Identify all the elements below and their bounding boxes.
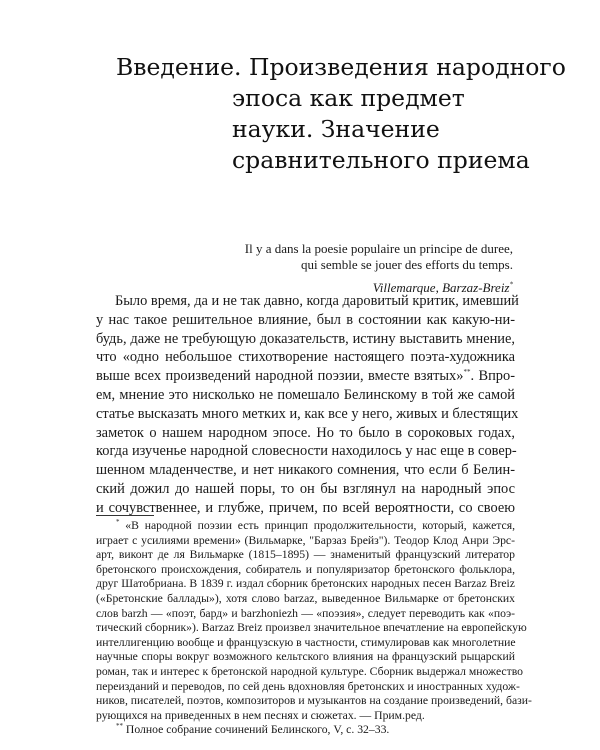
- body-footnote-mark: **: [463, 368, 471, 377]
- paragraph-line: ем, мнение это нисколько не помешало Белинскому в той же самой: [96, 386, 515, 403]
- footnote-line: играет с усилиями времени» (Вильмарке, "Барзаз Брейз"). Теодор Клод Анри Эрс-: [96, 533, 515, 547]
- footnote-line: бретонского происхождения, собиратель и популяризатор бретонского фольклора,: [96, 562, 515, 576]
- footnote-2: [96, 723, 515, 738]
- paragraph-line: статье высказать много метких и, как все у него, живых и блестящих: [96, 405, 519, 422]
- footnote-line: ников, писателей, поэтов, композиторов и музыкантов на создание произведений, бази-: [96, 694, 532, 708]
- epigraph-footnote-mark: *: [509, 280, 513, 289]
- paragraph-line: что «одно небольшое стихотворение настоящего поэта-художника: [96, 349, 515, 366]
- footnote-line: интеллигенцию вообще и французскую в частности, стимулировав как многолетние: [96, 635, 516, 649]
- footnote-line: научные споры вокруг возможного кельтского влияния на французский рыцарский: [96, 650, 515, 664]
- footnote-line: роман, так и интерес к бретонской народной культуре. Сборник выдержал множество: [96, 664, 524, 678]
- title-line-1: Введение. Произведения народного: [116, 53, 566, 81]
- title-line-2: эпоса как предмет: [232, 84, 465, 112]
- paragraph-line: и сочувственнее, и глубже, причем, по всей вероятности, со своею: [96, 499, 515, 516]
- epigraph-source-text: Villemarque, Barzaz-Breiz: [372, 280, 510, 295]
- title-line-4: сравнительного приема: [232, 146, 530, 174]
- paragraph-line: шенном младенчестве, и нет никакого сомнения, что если б Белин-: [96, 462, 515, 479]
- footnote-2-mark: **: [116, 722, 123, 731]
- paragraph-line: когда изученье народной словесности находилось у нас еще в совер-: [96, 443, 517, 460]
- paragraph-line-text: выше всех произведений народной поэзии, вместе взятых»: [96, 368, 464, 385]
- footnote-line: слов barzh — «поэт, бард» и barzhoniezh — «поэзия», следует переводить как «поэ-: [96, 606, 515, 620]
- footnote-line: переизданий и переводов, по сей день вдохновляя бретонских и иностранных худож-: [96, 679, 520, 693]
- footnote-1: [96, 518, 532, 723]
- paragraph-line-with-note: [96, 367, 515, 386]
- paragraph-line: будь, даже не требующую доказательств, истину выставить мнение,: [96, 330, 515, 347]
- footnote-1-mark: *: [116, 518, 120, 527]
- epigraph-line-2: qui semble se jouer des efforts du temps.: [300, 257, 513, 272]
- footnote-divider: [96, 515, 154, 516]
- footnote-line-with-mark: [96, 519, 515, 534]
- title-line-3: науки. Значение: [232, 115, 440, 143]
- paragraph-line: Было время, да и не так давно, когда даровитый критик, имевший: [115, 293, 519, 309]
- paragraph-line: заметок о нашем народном эпосе. Но то было в сороковых годах,: [96, 424, 515, 441]
- footnote-line: друг Шатобриана. В 1839 г. издал сборник бретонских народных песен Barzaz Breiz: [96, 577, 515, 591]
- footnote-line: тический сборник»). Barzaz Breiz произвел значительное впечатление на европейскую: [96, 621, 527, 635]
- chapter-title: [116, 52, 566, 176]
- paragraph-line-tail: . Впро-: [470, 368, 515, 385]
- epigraph: [153, 241, 513, 296]
- paragraph-line: ский дожил до нашей поры, то он бы взглянул на народный эпос: [96, 480, 515, 497]
- main-paragraph: [96, 292, 519, 518]
- footnote-2-line: [96, 723, 515, 738]
- footnote-line-text: «В народной поэзии есть принцип продолжительности, который, кажется,: [125, 519, 515, 532]
- footnote-2-text: Полное собрание сочинений Белинского, V, с. 32–33.: [125, 723, 390, 737]
- footnotes: [96, 518, 532, 738]
- footnote-line: рующихся на приведенных в нем песнях и сюжетах. — Прим.ред.: [96, 708, 425, 722]
- paragraph-line: у нас такое решительное влияние, был в состоянии как какую-ни-: [96, 311, 515, 328]
- footnote-line: арт, виконт де ля Вильмарке (1815–1895) — знаменитый французский литератор: [96, 548, 515, 562]
- footnote-line: («Бретонские баллады»), хотя слово barzaz, выведенное Вильмарке от бретонских: [96, 591, 515, 605]
- epigraph-line-1: Il y a dans la poesie populaire un principe de duree,: [244, 241, 513, 256]
